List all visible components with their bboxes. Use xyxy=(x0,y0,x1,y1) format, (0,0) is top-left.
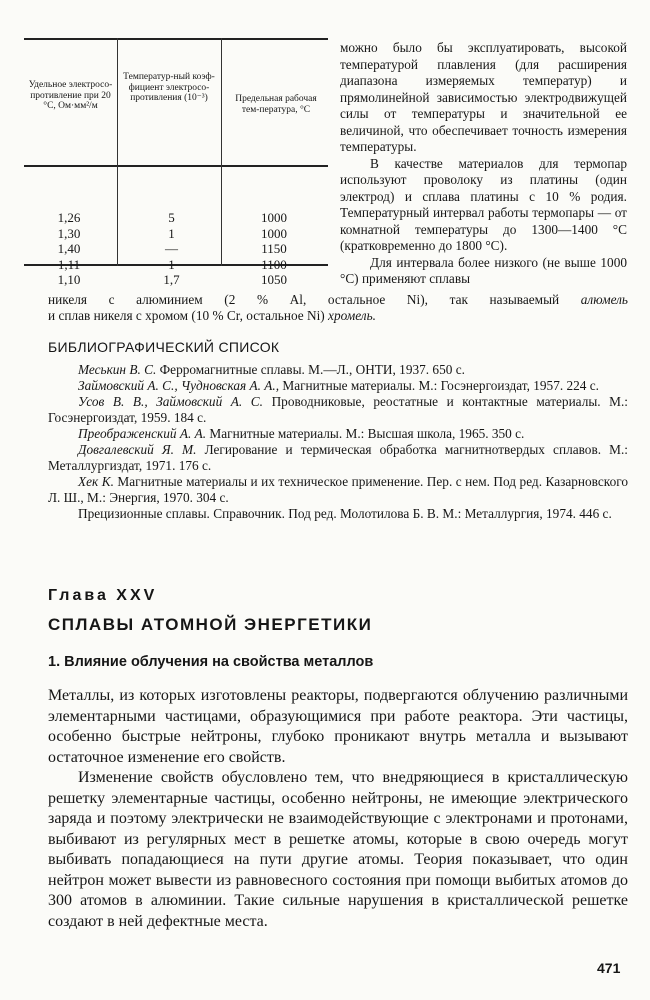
text: никеля с алюминием (2 % Al, остальное Ni), так называемый xyxy=(48,292,560,307)
bibliography-list xyxy=(48,362,628,522)
paragraph: В качестве материалов для термопар используют проволоку из платины (один электрод) и сплава платины с 10 % родия. Температурный интервал работы термопары — от комнатной температуры до 1300—1400 °С (кратковременно до 1800 °С). xyxy=(340,155,627,253)
bibliography-item xyxy=(48,378,628,394)
table-header-temp-coefficient: Температур-ный коэф-фициент электросо-противления (10⁻³) xyxy=(123,72,215,103)
paragraph: Металлы, из которых изготовлены реакторы, подвергаются облучению различными элементарными частицами, образующимися при работе реактора. Эти частицы, особенно быстрые нейтроны, глубоко проникают внутрь металла и вызывают остаточное изменение его свойств. xyxy=(48,687,628,766)
author: Довгалевский Я. М. xyxy=(78,442,197,457)
table-column-max-temperature xyxy=(249,210,299,288)
chapter-title: СПЛАВЫ АТОМНОЙ ЭНЕРГЕТИКИ xyxy=(48,615,373,634)
bibliography-item xyxy=(48,506,628,522)
table-header-max-temperature: Предельная рабочая тем-пература, °С xyxy=(235,94,317,115)
text: и сплав никеля с хромом (10 % Cr, остальное Ni) xyxy=(48,308,325,323)
reference: Прецизионные сплавы. Справочник. Под ред. Молотилова Б. В. М.: Металлургия, 1974. 446 с. xyxy=(78,506,612,521)
table-cell: 1000 xyxy=(261,210,287,225)
reference: Легирование и термическая обработка магнитнотвердых сплавов. М.: Металлургиздат, 1971. 176 с. xyxy=(48,442,628,473)
table-cell: 1,7 xyxy=(163,272,180,287)
table-cell: 1150 xyxy=(261,241,287,256)
table-cell: 1,26 xyxy=(57,210,81,225)
author: Займовский А. С., Чудновская А. А., xyxy=(78,378,280,393)
reference: Ферромагнитные сплавы. М.—Л., ОНТИ, 1937. 650 с. xyxy=(159,362,465,377)
table-top-rule xyxy=(24,38,328,40)
reference: Проводниковые, реостатные и контактные материалы. М.: Госэнергоиздат, 1959. 184 с. xyxy=(48,394,628,425)
author: Хек К. xyxy=(78,474,114,489)
table-divider xyxy=(117,38,118,266)
author: Меськин В. С. xyxy=(78,362,157,377)
paragraph-continuation-line xyxy=(48,292,628,309)
paragraph: Изменение свойств обусловлено тем, что внедряющиеся в кристаллическую решетку элементарные частицы, особенно нейтроны, не имеющие электрического заряда и поэтому электрически не взаимодействующие с электронами и протонами, выбивают из регулярных мест в решетке атомы, которые в свою очередь могут выбивать попадающиеся на пути другие атомы. Теория показывает, что один нейтрон может вывести из равновесного состояния при помощи выбитых атомов до 300 атомов в алюминии. Такие сильные нарушения в кристаллической решетке создают в ней дефектные места. xyxy=(48,769,628,930)
section-title: 1. Влияние облучения на свойства металлов xyxy=(48,654,374,670)
bibliography-item xyxy=(48,426,628,442)
table-cell: 1 xyxy=(168,256,175,272)
table-cell: 1,10 xyxy=(57,272,81,287)
table-cell: 5 xyxy=(168,210,175,225)
table-cell: 1100 xyxy=(261,256,287,272)
term: хромель. xyxy=(328,308,376,323)
bibliography-title: БИБЛИОГРАФИЧЕСКИЙ СПИСОК xyxy=(48,339,280,355)
bibliography-item xyxy=(48,362,628,378)
table-cell: 1 xyxy=(168,225,175,241)
table-cell: 1,40 xyxy=(57,241,81,256)
author: Преображенский А. А. xyxy=(78,426,207,441)
paragraph: можно было бы эксплуатировать, высокой температурой плавления (для расширения диапазона измеряемых температур) и прямолинейной зависимостью электродвижущей силы от температуры и значительной ее величиной, что обеспечивает точность измерения температуры. xyxy=(340,40,627,154)
body-text xyxy=(48,686,628,932)
alloy-properties-table xyxy=(24,38,328,287)
table-cell: — xyxy=(165,241,178,256)
table-header-rule xyxy=(24,165,328,167)
right-column-text xyxy=(340,40,627,288)
table-divider xyxy=(221,38,222,266)
bibliography-item xyxy=(48,474,628,506)
chapter-label: Глава XXV xyxy=(48,587,158,604)
bibliography-item xyxy=(48,394,628,426)
term: алюмель xyxy=(580,292,628,307)
reference: Магнитные материалы. М.: Госэнергоиздат, 1957. 224 с. xyxy=(282,378,599,393)
table-column-resistivity xyxy=(44,210,94,288)
table-cell: 1050 xyxy=(261,272,287,287)
table-cell: 1,30 xyxy=(57,225,81,241)
table-cell: 1,11 xyxy=(57,256,81,272)
page-number: 471 xyxy=(597,960,621,976)
paragraph: Для интервала более низкого (не выше 1000 °С) применяют сплавы xyxy=(340,254,627,286)
bibliography-item xyxy=(48,442,628,474)
reference: Магнитные материалы и их техническое применение. Пер. с нем. Под ред. Казарновского Л. Ш., М.: Энергия, 1970. 304 с. xyxy=(48,474,628,505)
paragraph-continuation-line xyxy=(48,308,628,325)
reference: Магнитные материалы. М.: Высшая школа, 1965. 350 с. xyxy=(209,426,525,441)
author: Усов В. В., Займовский А. С. xyxy=(78,394,263,409)
table-column-coefficient xyxy=(149,210,194,288)
table-cell: 1000 xyxy=(261,225,287,241)
table-header-resistivity: Удельное электросо-противление при 20 °С, Ом·мм²/м xyxy=(28,80,113,111)
